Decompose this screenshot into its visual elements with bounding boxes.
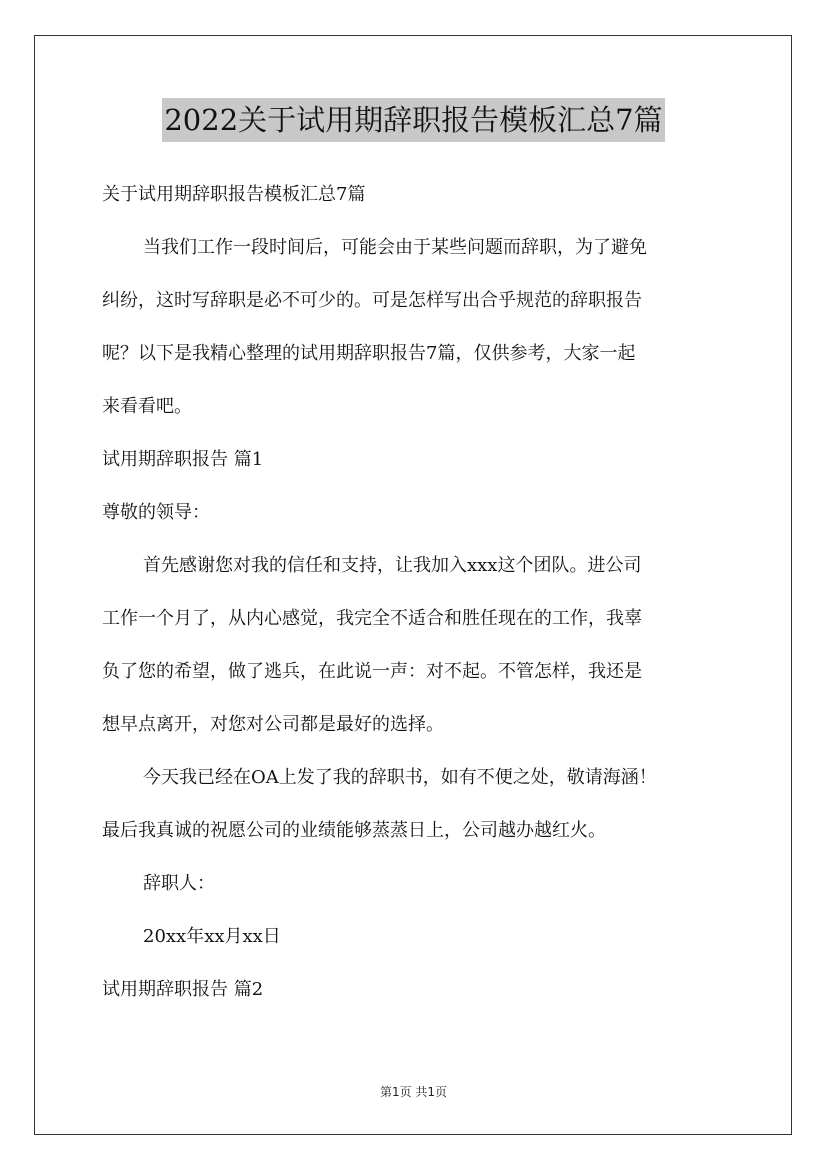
body-line: 首先感谢您对我的信任和支持，让我加入xxx这个团队。进公司: [143, 555, 642, 576]
body-line: 负了您的希望，做了逃兵，在此说一声：对不起。不管怎样，我还是: [102, 661, 642, 682]
intro-line: 呢？以下是我精心整理的试用期辞职报告7篇，仅供参考，大家一起: [102, 343, 636, 364]
section-heading: 试用期辞职报告 篇1: [102, 449, 264, 470]
intro-line: 纠纷，这时写辞职是必不可少的。可是怎样写出合乎规范的辞职报告: [102, 290, 642, 311]
intro-line: 当我们工作一段时间后，可能会由于某些问题而辞职，为了避免: [143, 237, 647, 258]
subtitle-line: 关于试用期辞职报告模板汇总7篇: [102, 184, 366, 205]
body-line: 想早点离开，对您对公司都是最好的选择。: [102, 714, 444, 735]
document-body: [102, 168, 732, 1016]
signature-label: 辞职人：: [143, 873, 215, 894]
body-line: 今天我已经在OA上发了我的辞职书，如有不便之处，敬请海涵！: [143, 767, 657, 788]
date-line: 20xx年xx月xx日: [143, 926, 281, 947]
title-wrap: [0, 98, 827, 142]
body-line: 最后我真诚的祝愿公司的业绩能够蒸蒸日上，公司越办越红火。: [102, 820, 606, 841]
document-title: 2022关于试用期辞职报告模板汇总7篇: [162, 98, 664, 142]
intro-line: 来看看吧。: [102, 396, 192, 417]
section-heading: 试用期辞职报告 篇2: [102, 979, 264, 1000]
body-line: 工作一个月了，从内心感觉，我完全不适合和胜任现在的工作，我辜: [102, 608, 642, 629]
salutation: 尊敬的领导：: [102, 502, 210, 523]
page-number-footer: 第1页 共1页: [379, 1085, 448, 1099]
